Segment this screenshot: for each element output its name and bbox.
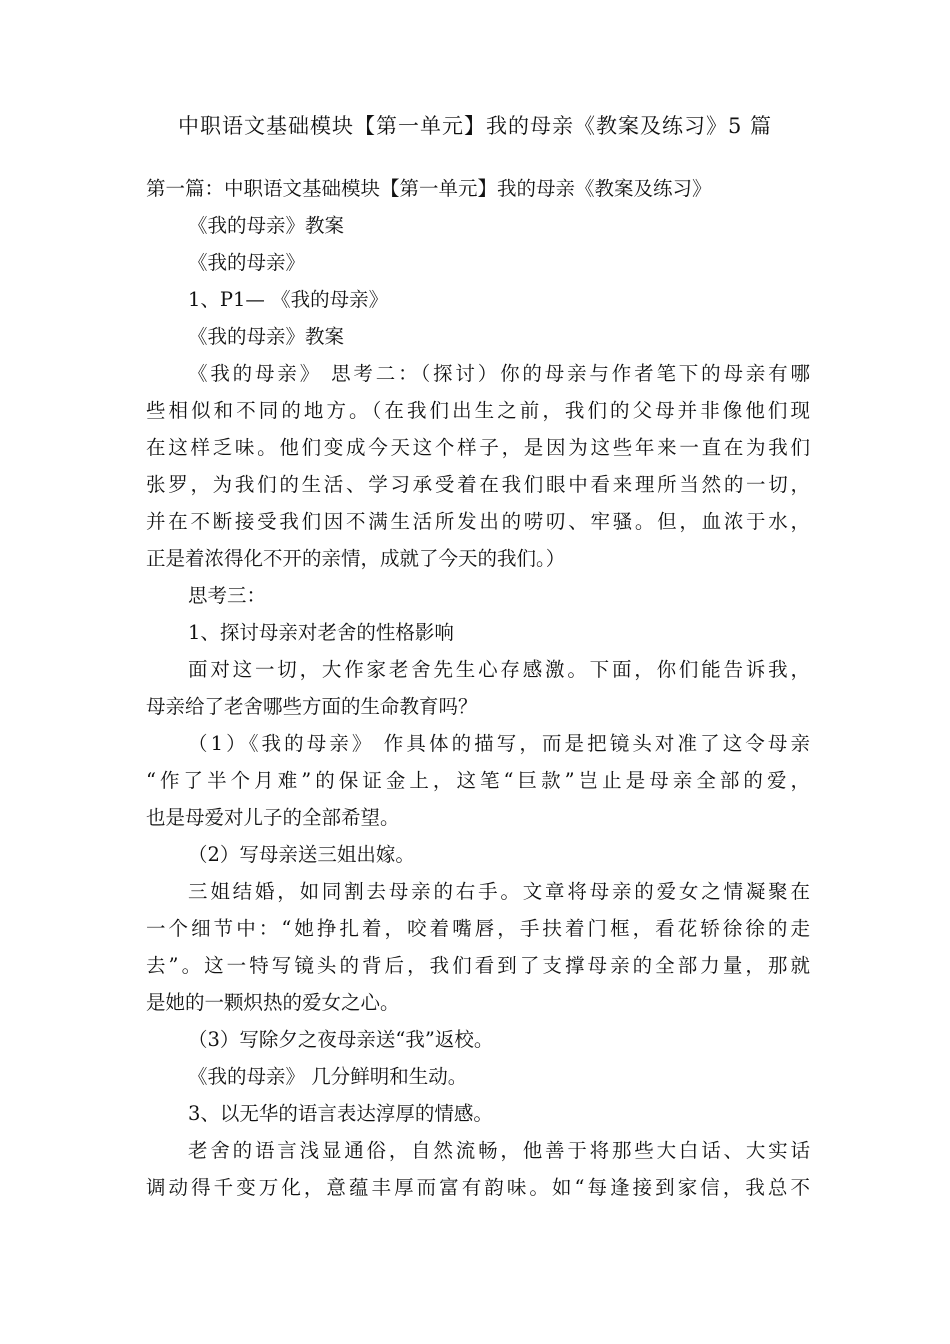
text-line: （1）《我的母亲》 作具体的描写，而是把镜头对准了这令母亲 bbox=[188, 732, 810, 755]
text-line: 在这样乏味。他们变成今天这个样子，是因为这些年来一直在为我们 bbox=[146, 436, 810, 459]
text-line: 3、以无华的语言表达淳厚的情感。 bbox=[188, 1102, 493, 1125]
text-line: 《我的母亲》教案 bbox=[188, 325, 345, 348]
text-line: 并在不断接受我们因不满生活所发出的唠叨、牢骚。但，血浓于水， bbox=[146, 510, 810, 533]
text-line: 《我的母亲》教案 bbox=[188, 214, 345, 237]
text-line: 《我的母亲》 bbox=[188, 251, 306, 274]
text-line: 是她的一颗炽热的爱女之心。 bbox=[146, 991, 400, 1014]
text-line: 面对这一切，大作家老舍先生心存感激。下面，你们能告诉我， bbox=[188, 658, 810, 681]
text-line: 正是着浓得化不开的亲情，成就了今天的我们。） bbox=[146, 547, 566, 570]
text-line: 《我的母亲》 几分鲜明和生动。 bbox=[188, 1065, 468, 1088]
text-line: 些相似和不同的地方。（在我们出生之前，我们的父母并非像他们现 bbox=[146, 399, 810, 422]
text-line: 三姐结婚，如同割去母亲的右手。文章将母亲的爱女之情凝聚在 bbox=[188, 880, 810, 903]
text-line: “作了半个月难”的保证金上，这笔“巨款”岂止是母亲全部的爱， bbox=[146, 769, 810, 792]
text-line: 老舍的语言浅显通俗，自然流畅，他善于将那些大白话、大实话 bbox=[188, 1139, 810, 1162]
text-line: 调动得千变万化，意蕴丰厚而富有韵味。如“每逢接到家信，我总不 bbox=[146, 1176, 810, 1199]
text-line: 第一篇：中职语文基础模块【第一单元】我的母亲《教案及练习》 bbox=[146, 177, 712, 200]
text-line: 思考三： bbox=[188, 584, 267, 607]
text-line: 《我的母亲》 思考二：（探讨）你的母亲与作者笔下的母亲有哪 bbox=[188, 362, 810, 385]
text-line: 去”。这一特写镜头的背后，我们看到了支撑母亲的全部力量，那就 bbox=[146, 954, 810, 977]
text-line: （2）写母亲送三姐出嫁。 bbox=[188, 843, 415, 866]
document-body bbox=[146, 170, 810, 1206]
text-line: 1、P1— 《我的母亲》 bbox=[188, 288, 389, 311]
text-line: 一个细节中：“她挣扎着，咬着嘴唇，手扶着门框，看花轿徐徐的走 bbox=[146, 917, 810, 940]
document-title: 中职语文基础模块【第一单元】我的母亲《教案及练习》5 篇 bbox=[177, 114, 773, 138]
text-line: （3）写除夕之夜母亲送“我”返校。 bbox=[188, 1028, 494, 1051]
text-line: 母亲给了老舍哪些方面的生命教育吗？ bbox=[146, 695, 478, 718]
text-line: 张罗，为我们的生活、学习承受着在我们眼中看来理所当然的一切， bbox=[146, 473, 810, 496]
text-line: 1、探讨母亲对老舍的性格影响 bbox=[188, 621, 454, 644]
text-line: 也是母爱对儿子的全部希望。 bbox=[146, 806, 400, 829]
